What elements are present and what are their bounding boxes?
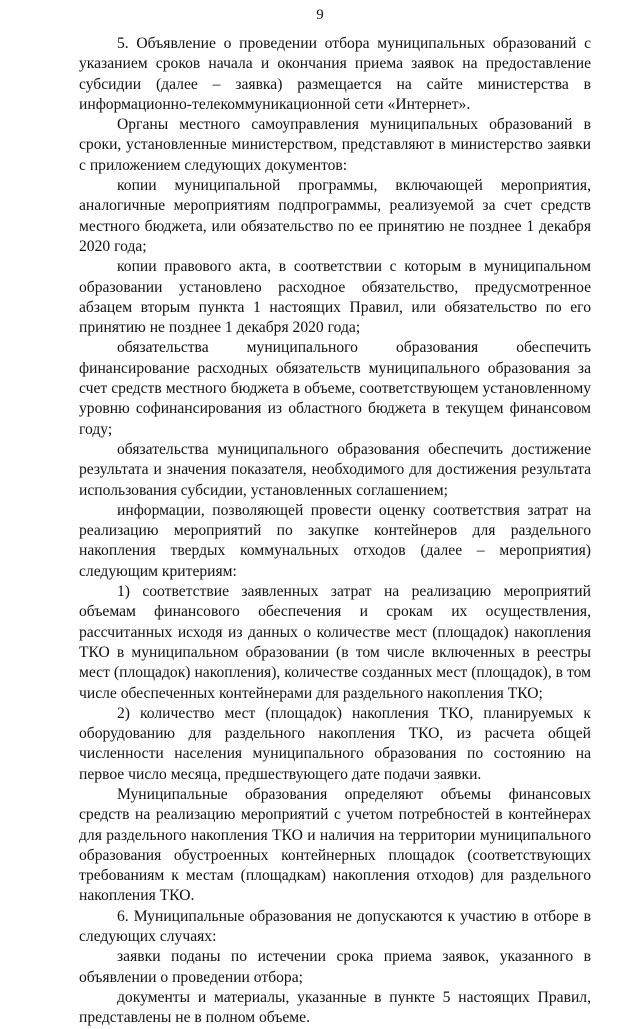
paragraph-funding-volumes: Муниципальные образования определяют объемы финансовых средств на реализацию мероприятий с учетом потребностей в контейнерах для раздельного накопления ТКО и наличия на территории муниципального образования обустроенных контейнерных площадок (соответствующих требованиям к местам (площадкам) накопления отходов) для раздельного накопления ТКО. <box>79 785 591 905</box>
paragraph-criterion-2: 2) количество мест (площадок) накопления ТКО, планируемых к оборудованию для раздельного накопления ТКО, из расчета общей численности населения муниципального образования по состоянию на первое число месяца, предшествующего дате подачи заявки. <box>79 704 591 783</box>
paragraph-incomplete-documents: документы и материалы, указанные в пункте 5 настоящих Правил, представлены не в полном объеме. <box>79 988 591 1027</box>
page-number: 9 <box>316 7 324 23</box>
paragraph-financing-obligation: обязательства муниципального образования обеспечить финансирование расходных обязательств муниципального образования за счет средств местного бюджета в объеме, соответствующем установленному уровню софинансирования из областного бюджета в текущем финансовом году; <box>79 339 591 438</box>
paragraph-application-submission: Органы местного самоуправления муниципальных образований в сроки, установленные министерством, представляют в министерство заявки с приложением следующих документов: <box>79 116 591 174</box>
paragraph-program-copies: копии муниципальной программы, включающей мероприятия, аналогичные мероприятиям подпрограммы, реализуемой за счет средств местного бюджета, или обязательство по ее принятию не позднее 1 декабря 2020 года; <box>79 177 591 255</box>
paragraph-legal-act-copies: копии правового акта, в соответствии с которым в муниципальном образовании установлено расходное обязательство, предусмотренное абзацем вторым пункта 1 настоящих Правил, или обязательство по его принятию не позднее 1 декабря 2020 года; <box>79 258 591 337</box>
document-body <box>79 34 591 1029</box>
paragraph-criterion-1: 1) соответствие заявленных затрат на реализацию мероприятий объемам финансового обеспечения и срокам их осуществления, рассчитанных исходя из данных о количестве мест (площадок) накопления ТКО в муниципальном образовании (в том числе включенных в реестры мест (площадок) накопления), количестве созданных мест (площадок), в том числе обеспеченных контейнерами для раздельного накопления ТКО; <box>79 583 591 702</box>
paragraph-late-applications: заявки поданы по истечении срока приема заявок, указанного в объявлении о проведении отбора; <box>79 948 591 986</box>
paragraph-cost-assessment-info: информации, позволяющей провести оценку соответствия затрат на реализацию мероприятий по закупке контейнеров для раздельного накопления твердых коммунальных отходов (далее – мероприятия) следующим критериям: <box>79 501 591 580</box>
paragraph-result-obligation: обязательства муниципального образования обеспечить достижение результата и значения показателя, необходимого для достижения результата использования субсидии, установленных соглашением; <box>79 440 591 499</box>
paragraph-announcement: 5. Объявление о проведении отбора муниципальных образований с указанием сроков начала и окончания приема заявок на предоставление субсидии (далее – заявка) размещается на сайте министерства в информационно-телекоммуникационной сети «Интернет». <box>79 35 591 113</box>
paragraph-exclusion-cases: 6. Муниципальные образования не допускаются к участию в отборе в следующих случаях: <box>79 907 591 946</box>
